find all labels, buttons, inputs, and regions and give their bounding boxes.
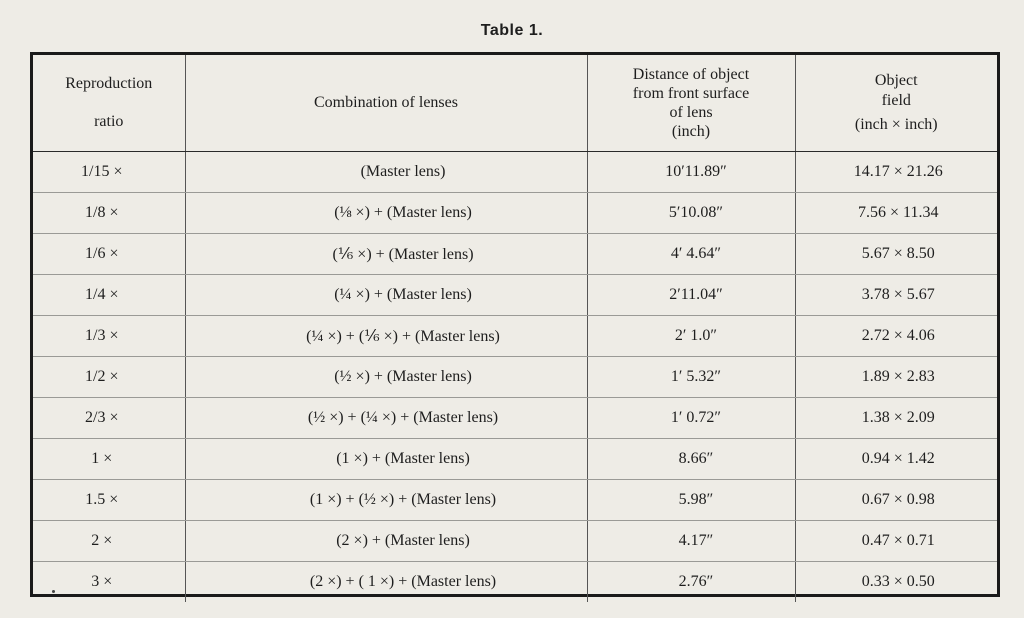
cell-combination: (1 ×) + (Master lens) (185, 439, 587, 480)
cell-field: 3.78 × 5.67 (795, 275, 997, 316)
header-field-line: (inch × inch) (854, 116, 938, 133)
cell-field: 1.89 × 2.83 (795, 357, 997, 398)
cell-combination: (2 ×) + ( 1 ×) + (Master lens) (185, 562, 587, 603)
cell-distance: 2′11.04″ (587, 275, 795, 316)
table-row (33, 439, 997, 480)
cell-distance: 4′ 4.64″ (587, 234, 795, 275)
cell-ratio: 2 × (33, 521, 185, 562)
cell-combination: (½ ×) + (¼ ×) + (Master lens) (185, 398, 587, 439)
header-distance-line: of lens (669, 104, 713, 121)
cell-distance: 1′ 0.72″ (587, 398, 795, 439)
table-row (33, 480, 997, 521)
cell-field: 0.47 × 0.71 (795, 521, 997, 562)
header-ratio-line: ratio (94, 113, 124, 130)
cell-distance: 1′ 5.32″ (587, 357, 795, 398)
cell-combination: (⅛ ×) + (Master lens) (185, 193, 587, 234)
cell-distance: 8.66″ (587, 439, 795, 480)
cell-distance: 4.17″ (587, 521, 795, 562)
cell-field: 14.17 × 21.26 (795, 152, 997, 193)
cell-ratio: 1 × (33, 439, 185, 480)
table-row (33, 316, 997, 357)
header-distance-line: (inch) (671, 123, 711, 140)
cell-combination: (¼ ×) + (⅙ ×) + (Master lens) (185, 316, 587, 357)
cell-ratio: 1/4 × (33, 275, 185, 316)
lens-table (30, 52, 1000, 597)
cell-field: 0.67 × 0.98 (795, 480, 997, 521)
cell-field: 2.72 × 4.06 (795, 316, 997, 357)
header-object-field (795, 55, 997, 152)
cell-field: 0.33 × 0.50 (795, 562, 997, 603)
cell-combination: (1 ×) + (½ ×) + (Master lens) (185, 480, 587, 521)
cell-field: 7.56 × 11.34 (795, 193, 997, 234)
table-row (33, 275, 997, 316)
cell-field: 1.38 × 2.09 (795, 398, 997, 439)
cell-ratio: 3 × (91, 573, 113, 590)
cell-combination: (2 ×) + (Master lens) (185, 521, 587, 562)
header-field-line: Object (874, 72, 918, 89)
cell-field: 0.94 × 1.42 (795, 439, 997, 480)
table-row (33, 357, 997, 398)
cell-ratio: 1/2 × (33, 357, 185, 398)
header-row (33, 55, 997, 152)
cell-ratio: 1/8 × (33, 193, 185, 234)
cell-ratio: 1/6 × (33, 234, 185, 275)
cell-ratio: 1/3 × (33, 316, 185, 357)
header-distance-line: from front surface (632, 85, 750, 102)
table-caption: Table 1. (480, 22, 544, 39)
table-row (33, 521, 997, 562)
cell-combination: (½ ×) + (Master lens) (185, 357, 587, 398)
table-row (33, 562, 997, 603)
cell-field: 5.67 × 8.50 (795, 234, 997, 275)
cell-combination: (Master lens) (185, 152, 587, 193)
cell-ratio: 1.5 × (33, 480, 185, 521)
table-row (33, 152, 997, 193)
header-field-line: field (881, 92, 911, 109)
header-ratio-line: Reproduction (65, 75, 153, 92)
cell-ratio: 1/15 × (33, 152, 185, 193)
cell-ratio: 2/3 × (33, 398, 185, 439)
cell-distance: 5′10.08″ (587, 193, 795, 234)
lens-table-grid (33, 55, 997, 602)
cell-distance: 5.98″ (587, 480, 795, 521)
cell-distance: 10′11.89″ (587, 152, 795, 193)
header-combination: Combination of lenses (185, 55, 587, 152)
cell-combination: (¼ ×) + (Master lens) (185, 275, 587, 316)
table-row (33, 193, 997, 234)
cell-combination: (⅙ ×) + (Master lens) (185, 234, 587, 275)
header-distance-line: Distance of object (632, 66, 750, 83)
cell-distance: 2′ 1.0″ (587, 316, 795, 357)
cell-distance: 2.76″ (587, 562, 795, 603)
paper-speck (52, 590, 55, 593)
header-reproduction-ratio (33, 55, 185, 152)
header-distance (587, 55, 795, 152)
table-row (33, 398, 997, 439)
table-row (33, 234, 997, 275)
